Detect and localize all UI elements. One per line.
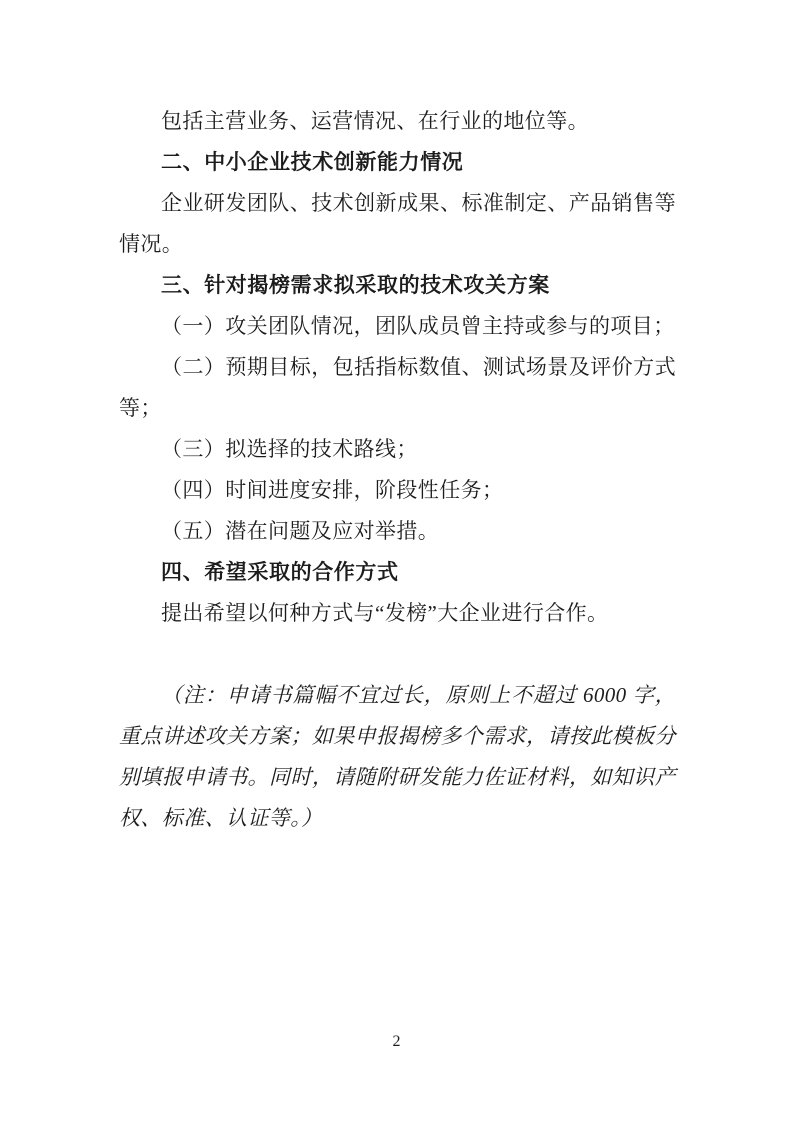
list-item: （二）预期目标，包括指标数值、测试场景及评价方式等；	[119, 355, 676, 420]
paragraph: 提出希望以何种方式与“发榜”大企业进行合作。	[161, 601, 609, 625]
paragraph: 包括主营业务、运营情况、在行业的地位等。	[161, 109, 589, 133]
note-paragraph: （注：申请书篇幅不宜过长，原则上不超过 6000 字，重点讲述攻关方案；如果申报揭榜多个需求，请按此模板分别填报申请书。同时，请随附研发能力佐证材料，如知识产权、标准、认证等。）	[119, 683, 676, 830]
section-heading-2: 二、中小企业技术创新能力情况	[161, 151, 464, 174]
document-body	[119, 101, 676, 839]
list-item: （四）时间进度安排，阶段性任务；	[161, 478, 504, 502]
list-item: （三）拟选择的技术路线；	[161, 437, 418, 461]
page-number: 2	[392, 1033, 401, 1050]
list-item: （五）潜在问题及应对举措。	[161, 519, 440, 543]
section-heading-4: 四、希望采取的合作方式	[161, 561, 399, 584]
section-heading-3: 三、针对揭榜需求拟采取的技术攻关方案	[161, 274, 550, 297]
list-item: （一）攻关团队情况，团队成员曾主持或参与的项目；	[161, 314, 675, 338]
paragraph: 企业研发团队、技术创新成果、标准制定、产品销售等情况。	[119, 191, 676, 256]
